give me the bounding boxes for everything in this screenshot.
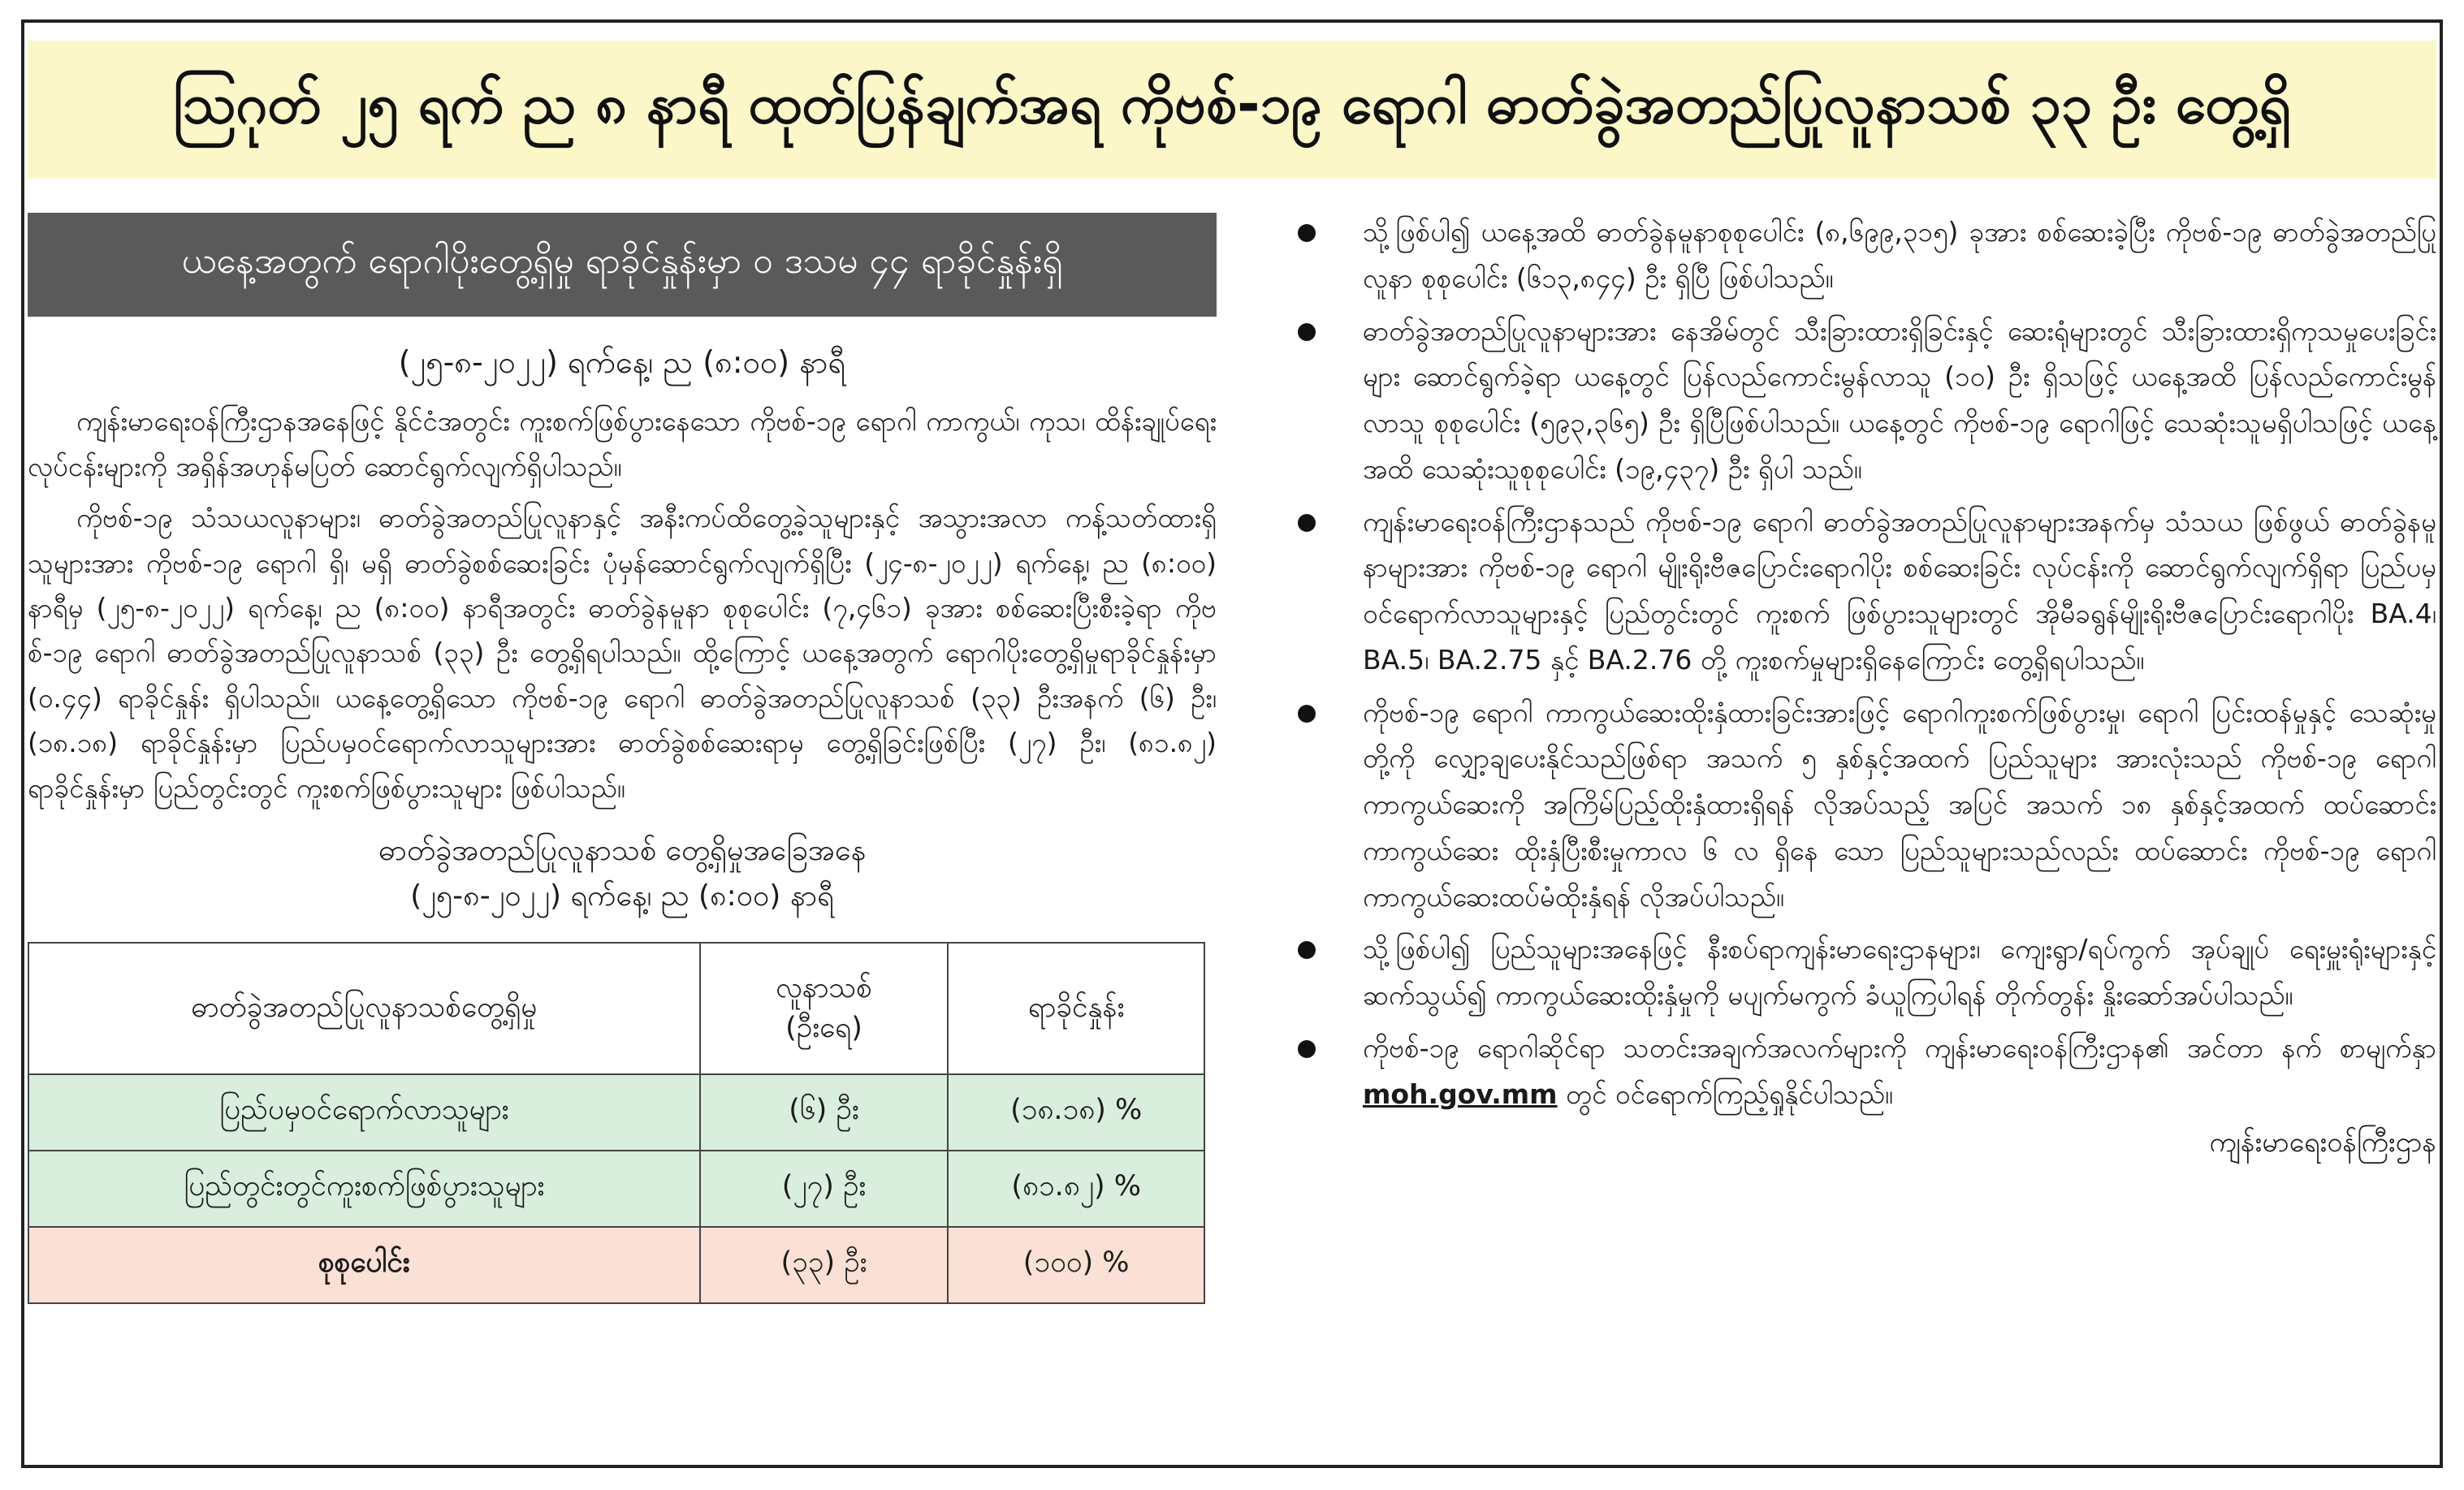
table-cell: (၃၃) ဦး bbox=[700, 1227, 949, 1303]
table-date: (၂၅-၈-၂၀၂၂) ရက်နေ့၊ ည (၈:၀၀) နာရီ bbox=[410, 879, 834, 913]
list-item-text: ဓာတ်ခွဲအတည်ပြုလူနာများအား နေအိမ်တွင် သီးခြားထားရှိခြင်းနှင့် ဆေးရုံများတွင် သီးခြားထားရှိကုသမှုပေးခြင်းများ ဆောင်ရွက်ခဲ့ရာ ယနေ့တွင် ပြန်လည်ကောင်းမွန်လာသူ (၁၀) ဦး ရှိသဖြင့် ယနေ့အထိ ပြန်လည်ကောင်းမွန်လာသူ စုစုပေါင်း (၅၉၃,၃၆၅) ဦး ရှိပြီဖြစ်ပါသည်။ ယနေ့တွင် ကိုဗစ်-၁၉ ရောဂါဖြင့် သေဆုံးသူမရှိပါသဖြင့် ယနေ့အထိ သေဆုံးသူစုစုပေါင်း (၁၉,၄၃၇) ဦး ရှိပါ သည်။ bbox=[1363, 314, 2436, 485]
bullet-icon bbox=[1298, 323, 1316, 341]
table-cell: စုစုပေါင်း bbox=[28, 1227, 700, 1303]
list-item bbox=[1283, 209, 2436, 302]
table-cell: (၆) ဦး bbox=[700, 1074, 949, 1151]
page-title: ဩဂုတ် ၂၅ ရက် ည ၈ နာရီ ထုတ်ပြန်ချက်အရ ကိုဗစ်-၁၉ ရောဂါ ဓာတ်ခွဲအတည်ပြုလူနာသစ် ၃၃ ဦး တွေ့ရှိ bbox=[28, 41, 2436, 179]
issuer-signature: ကျန်းမာရေးဝန်ကြီးဌာန bbox=[2209, 1126, 2436, 1160]
report-dateline: (၂၅-၈-၂၀၂၂) ရက်နေ့၊ ည (၈:၀၀) နာရီ bbox=[398, 344, 846, 380]
bullet-list bbox=[1283, 209, 2436, 1117]
table-header-row bbox=[28, 943, 1204, 1074]
list-item bbox=[1283, 926, 2436, 1019]
table-cell: (၁၀၀) % bbox=[948, 1227, 1204, 1303]
list-item-text: သို့ဖြစ်ပါ၍ ပြည်သူများအနေဖြင့် နီးစပ်ရာကျန်းမာရေးဌာနများ၊ ကျေးရွာ/ရပ်ကွက် အုပ်ချုပ် ရေးမှူးရုံးများနှင့် ဆက်သွယ်၍ ကာကွယ်ဆေးထိုးနှံမှုကို မပျက်မကွက် ခံယူကြပါရန် တိုက်တွန်း နှိုးဆော်အပ်ပါသည်။ bbox=[1363, 933, 2436, 1011]
list-item-text: ကျန်းမာရေးဝန်ကြီးဌာနသည် ကိုဗစ်-၁၉ ရောဂါ ဓာတ်ခွဲအတည်ပြုလူနာများအနက်မှ သံသယ ဖြစ်ဖွယ် ဓာတ်ခွဲနမူနာများအား ကိုဗစ်-၁၉ ရောဂါ မျိုးရိုးဗီဇပြောင်းရောဂါပိုး စစ်ဆေးခြင်း လုပ်ငန်းကို ဆောင်ရွက်လျက်ရှိရာ ပြည်ပမှ ဝင်ရောက်လာသူများနှင့် ပြည်တွင်းတွင် ကူးစက် ဖြစ်ပွားသူများတွင် အိုမီခရွန်မျိုးရိုးဗီဇပြောင်းရောဂါပိုး BA.4၊ BA.5၊ BA.2.75 နှင့် BA.2.76 တို့ ကူးစက်မှုများရှိနေကြောင်း တွေ့ရှိရပါသည်။ bbox=[1363, 505, 2436, 676]
column-header-count: လူနာသစ် (ဦးရေ) bbox=[700, 943, 949, 1074]
list-item bbox=[1283, 1026, 2436, 1118]
table-cell: (၂၇) ဦး bbox=[700, 1151, 949, 1227]
bullet-icon bbox=[1298, 705, 1316, 723]
list-item bbox=[1283, 309, 2436, 493]
bullet-icon bbox=[1298, 224, 1316, 242]
bullet-icon bbox=[1298, 1040, 1316, 1058]
website-link[interactable]: moh.gov.mm bbox=[1363, 1078, 1558, 1110]
intro-paragraph: ကျန်းမာရေးဝန်ကြီးဌာနအနေဖြင့် နိုင်ငံအတွင်း ကူးစက်ဖြစ်ပွားနေသော ကိုဗစ်-၁၉ ရောဂါ ကာကွယ်၊ ကုသ၊ ထိန်းချုပ်ရေးလုပ်ငန်းများကို အရှိန်အဟုန်မပြတ် ဆောင်ရွက်လျက်ရှိပါသည်။ bbox=[28, 405, 1217, 482]
table-caption bbox=[28, 828, 1217, 919]
list-item-text: ကိုဗစ်-၁၉ ရောဂါဆိုင်ရာ သတင်းအချက်အလက်များကို ကျန်းမာရေးဝန်ကြီးဌာန၏ အင်တာ နက် စာမျက်နှာ bbox=[1363, 1031, 2436, 1064]
positivity-banner: ယနေ့အတွက် ရောဂါပိုးတွေ့ရှိမှု ရာခိုင်နှုန်းမှာ ၀ ဒသမ ၄၄ ရာခိုင်နှုန်းရှိ bbox=[28, 213, 1217, 317]
list-item bbox=[1283, 499, 2436, 684]
table-cell: (၁၈.၁၈) % bbox=[948, 1074, 1204, 1151]
right-column bbox=[1283, 209, 2436, 1165]
table-row-imported bbox=[28, 1074, 1204, 1151]
column-header-category: ဓာတ်ခွဲအတည်ပြုလူနာသစ်တွေ့ရှိမှု bbox=[28, 943, 700, 1074]
left-column bbox=[28, 213, 1217, 1304]
table-row-total bbox=[28, 1227, 1204, 1303]
list-item-text: ကိုဗစ်-၁၉ ရောဂါ ကာကွယ်ဆေးထိုးနှံထားခြင်းအားဖြင့် ရောဂါကူးစက်ဖြစ်ပွားမှု၊ ရောဂါ ပြင်းထန်မှုနှင့် သေဆုံးမှုတို့ကို လျှော့ချပေးနိုင်သည်ဖြစ်ရာ အသက် ၅ နှစ်နှင့်အထက် ပြည်သူများ အားလုံးသည် ကိုဗစ်-၁၉ ရောဂါ ကာကွယ်ဆေးကို အကြိမ်ပြည့်ထိုးနှံထားရှိရန် လိုအပ်သည့် အပြင် အသက် ၁၈ နှစ်နှင့်အထက် ထပ်ဆောင်းကာကွယ်ဆေး ထိုးနှံပြီးစီးမှုကာလ ၆ လ ရှိနေ သော ပြည်သူများသည်လည်း ထပ်ဆောင်း ကိုဗစ်-၁၉ ရောဂါ ကာကွယ်ဆေးထပ်မံထိုးနှံရန် လိုအပ်ပါသည်။ bbox=[1363, 696, 2436, 913]
column-header-percent: ရာခိုင်နှုန်း bbox=[948, 943, 1204, 1074]
table-cell: (၈၁.၈၂) % bbox=[948, 1151, 1204, 1227]
list-item-text: သို့ဖြစ်ပါ၍ ယနေ့အထိ ဓာတ်ခွဲနမူနာစုစုပေါင်း (၈,၆၉၉,၃၁၅) ခုအား စစ်ဆေးခဲ့ပြီး ကိုဗစ်-၁၉ ဓာတ်ခွဲအတည်ပြုလူနာ စုစုပေါင်း (၆၁၃,၈၄၄) ဦး ရှိပြီ ဖြစ်ပါသည်။ bbox=[1363, 216, 2436, 294]
bullet-icon bbox=[1298, 514, 1316, 532]
testing-paragraph: ကိုဗစ်-၁၉ သံသယလူနာများ၊ ဓာတ်ခွဲအတည်ပြုလူနာနှင့် အနီးကပ်ထိတွေ့ခဲ့သူများနှင့် အသွားအလာ ကန့်သတ်ထားရှိသူများအား ကိုဗစ်-၁၉ ရောဂါ ရှိ၊ မရှိ ဓာတ်ခွဲစစ်ဆေးခြင်း ပုံမှန်ဆောင်ရွက်လျက်ရှိပြီး (၂၄-၈-၂၀၂၂) ရက်နေ့၊ ည (၈:၀၀) နာရီမှ (၂၅-၈-၂၀၂၂) ရက်နေ့၊ ည (၈:၀၀) နာရီအတွင်း ဓာတ်ခွဲနမူနာ စုစုပေါင်း (၇,၄၆၁) ခုအား စစ်ဆေးပြီးစီးခဲ့ရာ ကိုဗစ်-၁၉ ရောဂါ ဓာတ်ခွဲအတည်ပြုလူနာသစ် (၃၃) ဦး တွေ့ရှိရပါသည်။ ထို့ကြောင့် ယနေ့အတွက် ရောဂါပိုးတွေ့ရှိမှုရာခိုင်နှုန်းမှာ (၀.၄၄) ရာခိုင်နှုန်း ရှိပါသည်။ ယနေ့တွေ့ရှိသော ကိုဗစ်-၁၉ ရောဂါ ဓာတ်ခွဲအတည်ပြုလူနာသစ် (၃၃) ဦးအနက် (၆) ဦး၊ (၁၈.၁၈) ရာခိုင်နှုန်းမှာ ပြည်ပမှဝင်ရောက်လာသူများအား ဓာတ်ခွဲစစ်ဆေးရာမှ တွေ့ရှိခြင်းဖြစ်ပြီး (၂၇) ဦး၊ (၈၁.၈၂) ရာခိုင်နှုန်းမှာ ပြည်တွင်းတွင် ကူးစက်ဖြစ်ပွားသူများ ဖြစ်ပါသည်။ bbox=[28, 502, 1217, 804]
list-item-text: တွင် ဝင်ရောက်ကြည့်ရှုနိုင်ပါသည်။ bbox=[1557, 1078, 1893, 1110]
table-title: ဓာတ်ခွဲအတည်ပြုလူနာသစ် တွေ့ရှိမှုအခြေအနေ bbox=[378, 834, 867, 868]
list-item bbox=[1283, 690, 2436, 921]
bullet-icon bbox=[1298, 941, 1316, 959]
table-cell: ပြည်တွင်းတွင်ကူးစက်ဖြစ်ပွားသူများ bbox=[28, 1151, 700, 1227]
table-row-local bbox=[28, 1151, 1204, 1227]
new-cases-table bbox=[28, 942, 1205, 1304]
table-cell: ပြည်ပမှဝင်ရောက်လာသူများ bbox=[28, 1074, 700, 1151]
